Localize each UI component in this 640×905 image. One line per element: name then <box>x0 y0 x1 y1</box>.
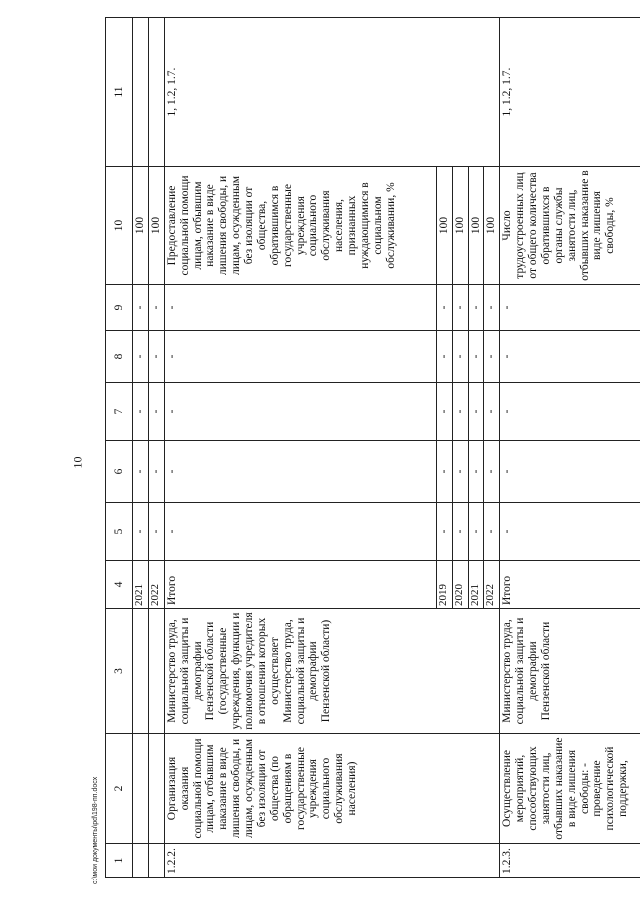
column-number-row <box>106 18 133 878</box>
dash-cell: - <box>164 503 436 561</box>
dash-cell: - <box>500 441 640 503</box>
dash-cell: - <box>133 331 149 383</box>
dash-cell: - <box>164 285 436 331</box>
dash-cell: - <box>468 503 484 561</box>
dash-cell: - <box>500 383 640 441</box>
dash-cell: - <box>148 331 164 383</box>
col-number: 9 <box>106 285 133 331</box>
dash-cell: - <box>484 441 500 503</box>
footer-file-path: c:\мои документы\рd\198-пп.docx <box>92 776 99 884</box>
dash-cell: - <box>484 503 500 561</box>
year-cell: 2022 <box>148 561 164 609</box>
col-number: 10 <box>106 167 133 285</box>
value-cell: 100 <box>452 167 468 285</box>
dash-cell: - <box>452 331 468 383</box>
dash-cell: - <box>436 441 452 503</box>
item-code: 1.2.2. <box>164 844 500 878</box>
item-executor: Министерство труда, социальной защиты и демографии Пензенской области <box>500 609 640 734</box>
col-number: 4 <box>106 561 133 609</box>
col-number: 3 <box>106 609 133 734</box>
rotated-page <box>105 18 630 878</box>
dash-cell: - <box>468 383 484 441</box>
dash-cell: - <box>452 441 468 503</box>
col-number: 8 <box>106 331 133 383</box>
col-number: 1 <box>106 844 133 878</box>
total-label: Итого <box>164 561 436 609</box>
table-row <box>148 18 164 878</box>
dash-cell: - <box>436 285 452 331</box>
dash-cell: - <box>468 331 484 383</box>
dash-cell: - <box>133 383 149 441</box>
item-executor: Министерство труда, социальной защиты и демографии Пензенской области (государственные учреждения, функции и полномочия учредителя в отношении которых осуществляет Министерство труда, социальной защиты и демографии Пензенской области) <box>164 609 500 734</box>
item-indicator: Число трудоустроенных лиц от общего количества обратившихся в органы службы занятости лиц, отбывших наказание в виде лишения свободы, % <box>500 167 640 285</box>
item-name: Организация оказания социальной помощи лицам, отбывшим наказание в виде лишения свободы, и лицам, осужденным без изоляции от общества (по обращениям в государственные учреждения социального обслуживания населения) <box>164 734 500 844</box>
year-cell: 2021 <box>133 561 149 609</box>
dash-cell: - <box>484 285 500 331</box>
value-cell: 100 <box>133 167 149 285</box>
dash-cell: - <box>164 331 436 383</box>
col-number: 7 <box>106 383 133 441</box>
item-link: 1, 1.2, 1.7. <box>500 18 640 167</box>
dash-cell: - <box>148 383 164 441</box>
table-row <box>500 18 640 878</box>
year-cell: 2020 <box>452 561 468 609</box>
dash-cell: - <box>133 285 149 331</box>
dash-cell: - <box>468 285 484 331</box>
item-indicator: Предоставление социальной помощи лицам, отбывшим наказание в виде лишения свободы, и лицам, осужденным без изоляции от общества, обратившимся в государственные учреждения социального обслуживания населения, признанных нуждающимися в социальном обслуживании, % <box>164 167 436 285</box>
item-name: Осуществление мероприятий, способствующих занятости лиц, отбывших наказание в виде лишения свободы: - проведение психологической поддержки, <box>500 734 640 844</box>
dash-cell: - <box>484 331 500 383</box>
dash-cell: - <box>133 441 149 503</box>
dash-cell: - <box>500 285 640 331</box>
dash-cell: - <box>148 285 164 331</box>
dash-cell: - <box>148 503 164 561</box>
dash-cell: - <box>500 503 640 561</box>
value-cell: 100 <box>148 167 164 285</box>
dash-cell: - <box>436 331 452 383</box>
col-number: 11 <box>106 18 133 167</box>
page-number: 10 <box>70 456 85 469</box>
col-number: 2 <box>106 734 133 844</box>
dash-cell: - <box>133 503 149 561</box>
program-table <box>105 17 640 878</box>
value-cell: 100 <box>436 167 452 285</box>
dash-cell: - <box>452 285 468 331</box>
dash-cell: - <box>164 383 436 441</box>
total-label: Итого <box>500 561 640 609</box>
col-number: 6 <box>106 441 133 503</box>
year-cell: 2021 <box>468 561 484 609</box>
year-cell: 2019 <box>436 561 452 609</box>
dash-cell: - <box>468 441 484 503</box>
value-cell: 100 <box>468 167 484 285</box>
table-row <box>164 18 436 878</box>
dash-cell: - <box>452 503 468 561</box>
dash-cell: - <box>148 441 164 503</box>
dash-cell: - <box>436 503 452 561</box>
table-row <box>133 18 149 878</box>
year-cell: 2022 <box>484 561 500 609</box>
dash-cell: - <box>164 441 436 503</box>
dash-cell: - <box>452 383 468 441</box>
value-cell: 100 <box>484 167 500 285</box>
dash-cell: - <box>500 331 640 383</box>
item-code: 1.2.3. <box>500 844 640 878</box>
dash-cell: - <box>436 383 452 441</box>
item-link: 1, 1.2, 1.7. <box>164 18 500 167</box>
col-number: 5 <box>106 503 133 561</box>
dash-cell: - <box>484 383 500 441</box>
